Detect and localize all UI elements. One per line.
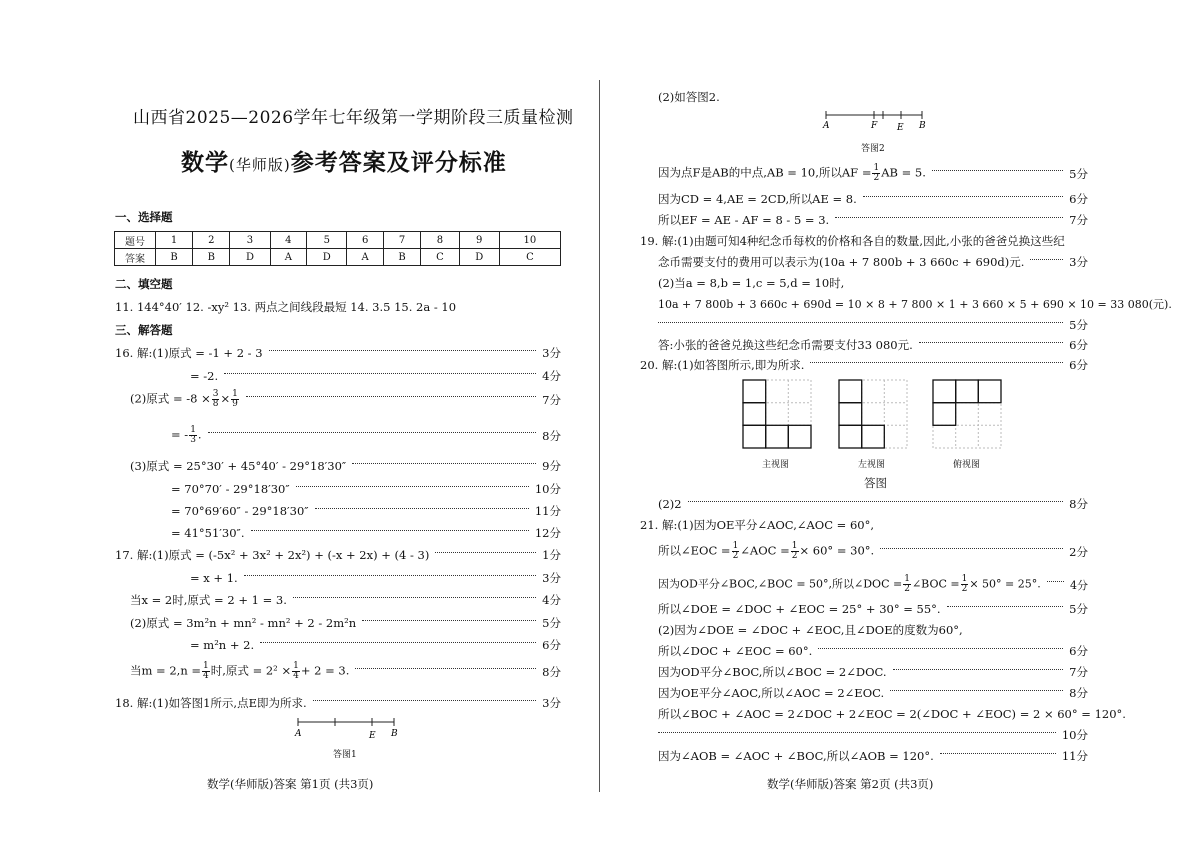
- line-text: 所以∠DOE = ∠DOC + ∠EOC = 25° + 30° = 55°.: [658, 602, 941, 616]
- leader-dots: [818, 648, 1063, 649]
- point-label-b: B: [919, 121, 926, 131]
- line-text: [171, 426, 202, 445]
- score-label: 4分: [1070, 578, 1088, 592]
- table-cell: 7: [383, 232, 420, 249]
- view-squares: [839, 380, 884, 448]
- q18-line: [658, 164, 1088, 183]
- leader-dots: [835, 217, 1063, 218]
- leader-dots: [244, 575, 536, 576]
- numerator: 1: [791, 541, 798, 551]
- leader-dots: [863, 196, 1063, 197]
- q19-line: [658, 254, 1088, 270]
- score-label: 4分: [542, 369, 561, 383]
- leader-dots: [890, 690, 1063, 691]
- numerator: 1: [293, 661, 299, 671]
- answer-page-1: [0, 0, 598, 849]
- front-view-figure: [742, 379, 812, 449]
- table-cell: 6: [347, 232, 384, 249]
- line-text: 所以∠DOC + ∠EOC = 60°.: [658, 644, 813, 658]
- fraction: [732, 542, 740, 561]
- line-text: [658, 542, 874, 561]
- expr-part: 所以∠EOC =: [658, 543, 731, 558]
- table-cell: 10: [499, 232, 560, 249]
- table-cell: B: [383, 249, 420, 266]
- q21-line: [658, 542, 1088, 561]
- leader-dots: [313, 700, 537, 701]
- q18-line: [658, 191, 1088, 207]
- table-cell: 1: [156, 232, 193, 249]
- line-text: (2)2: [658, 497, 682, 511]
- q18-line: [115, 695, 561, 711]
- expr-part: 时,原式 = 2² ×: [210, 663, 292, 678]
- leader-dots: [296, 486, 529, 487]
- segment-figure-1: [290, 714, 402, 744]
- table-cell: 5: [307, 232, 347, 249]
- leader-dots: [435, 552, 536, 553]
- leader-dots: [880, 548, 1063, 549]
- line-text: = 70°69′60″ - 29°18′30″: [171, 504, 309, 518]
- fraction: [202, 662, 210, 681]
- table-cell: 8: [421, 232, 460, 249]
- answer-title: [181, 144, 507, 177]
- fill-answers: 11. 144°40′ 12. -xy² 13. 两点之间线段最短 14. 3.5 15. 2a - 10: [115, 300, 457, 314]
- table-cell: D: [459, 249, 499, 266]
- table-cell: 9: [459, 232, 499, 249]
- line-text: (3)原式 = 25°30′ + 45°40′ - 29°18′30″: [130, 459, 347, 473]
- q21-line: [658, 575, 1088, 594]
- score-label: 8分: [1069, 497, 1088, 511]
- q21-line: [658, 664, 1088, 680]
- q18-line: [658, 212, 1088, 228]
- q16-line: [171, 503, 561, 519]
- table-cell: 4: [270, 232, 307, 249]
- leader-dots: [362, 620, 536, 621]
- score-label: 9分: [542, 459, 561, 473]
- q17-line: [190, 570, 561, 586]
- fraction: [189, 426, 197, 445]
- fraction: [791, 542, 799, 561]
- leader-dots: [947, 606, 1064, 607]
- q17-line: [130, 662, 561, 681]
- q19-line: [658, 317, 1088, 333]
- table-cell: D: [230, 249, 270, 266]
- score-label: 6分: [1069, 644, 1088, 658]
- page-footer: 数学(华师版)答案 第2页 (共3页): [767, 777, 934, 791]
- leader-dots: [269, 350, 537, 351]
- choice-answer-table: [114, 231, 561, 266]
- line-text: 因为CD = 4,AE = 2CD,所以AE = 8.: [658, 192, 857, 206]
- line-text: 因为∠AOB = ∠AOC + ∠BOC,所以∠AOB = 120°.: [658, 749, 934, 763]
- numerator: 1: [961, 574, 968, 584]
- denominator: 8: [212, 399, 219, 409]
- score-label: 6分: [1069, 358, 1088, 372]
- q16-line: [171, 426, 561, 445]
- leader-dots: [352, 463, 536, 464]
- fraction: [872, 164, 880, 183]
- q20-line: [658, 496, 1088, 512]
- leader-dots: [355, 668, 536, 669]
- numerator: 1: [873, 163, 880, 173]
- left-view-figure: [838, 379, 908, 449]
- score-label: 11分: [1061, 749, 1088, 763]
- leader-dots: [246, 396, 536, 397]
- expr-part: ×: [220, 391, 231, 406]
- page-divider: [599, 80, 600, 792]
- q16-line: [115, 345, 561, 361]
- leader-dots: [932, 170, 1063, 171]
- expr-part: × 60° = 30°.: [799, 543, 875, 558]
- point-label-f: F: [871, 121, 878, 131]
- score-label: 7分: [1069, 213, 1088, 227]
- line-text: 20. 解:(1)如答图所示,即为所求.: [640, 358, 805, 372]
- fraction: [212, 390, 220, 409]
- expr-part: 因为点F是AB的中点,AB = 10,所以AF =: [658, 165, 872, 180]
- q20-line: [640, 357, 1088, 373]
- expr-part: = -: [171, 427, 189, 442]
- leader-dots: [919, 342, 1063, 343]
- table-cell: 答案: [115, 249, 156, 266]
- expr-part: (2)原式 = -8 ×: [130, 391, 211, 406]
- leader-dots: [1030, 259, 1063, 260]
- line-text: = x + 1.: [190, 571, 238, 585]
- table-cell: 3: [230, 232, 270, 249]
- fraction: [961, 575, 969, 594]
- q21-line: [658, 748, 1088, 764]
- top-view-label: 俯视图: [953, 460, 981, 470]
- denominator: 4: [203, 671, 209, 681]
- leader-dots: [224, 373, 536, 374]
- score-label: 4分: [542, 593, 561, 607]
- title-part-math: 数学: [181, 149, 229, 176]
- score-label: 8分: [542, 664, 561, 679]
- score-label: 5分: [1069, 318, 1088, 332]
- q16-line: [171, 525, 561, 541]
- table-row-header: [115, 232, 561, 249]
- line-text: (2)原式 = 3m²n + mn² - mn² + 2 - 2m²n: [130, 616, 357, 630]
- numerator: 1: [732, 541, 739, 551]
- point-label-e: E: [897, 123, 904, 133]
- point-label-a: A: [295, 729, 302, 739]
- line-text: 所以EF = AE - AF = 8 - 5 = 3.: [658, 213, 830, 227]
- line-text: 因为OE平分∠AOC,所以∠AOC = 2∠EOC.: [658, 686, 885, 700]
- q21-line: [658, 685, 1088, 701]
- score-label: 6分: [542, 638, 561, 652]
- score-label: 7分: [1069, 665, 1088, 679]
- score-label: 5分: [542, 616, 561, 630]
- section-choice: 一、选择题: [115, 210, 173, 224]
- view-squares: [933, 380, 1001, 425]
- leader-dots: [251, 530, 529, 531]
- score-label: 7分: [542, 392, 561, 407]
- numerator: 1: [203, 661, 209, 671]
- q19-line: 10a + 7 800b + 3 660c + 690d = 10 × 8 + 7 800 × 1 + 3 660 × 5 + 690 × 10 = 33 080(元).: [658, 298, 1172, 311]
- denominator: 2: [873, 173, 880, 183]
- leader-dots: [293, 597, 536, 598]
- expr-part: ∠BOC =: [911, 577, 960, 591]
- score-label: 2分: [1069, 544, 1088, 559]
- fraction: [231, 390, 239, 409]
- denominator: 2: [904, 584, 910, 594]
- numerator: 1: [904, 574, 910, 584]
- line-text: [130, 390, 240, 409]
- table-cell: C: [421, 249, 460, 266]
- figure-caption-1: 答图1: [333, 750, 357, 760]
- fraction: [292, 662, 300, 681]
- denominator: 4: [293, 671, 299, 681]
- expr-part: ∠AOC =: [740, 543, 790, 558]
- grid-lines: [743, 380, 811, 448]
- figure-caption-2: 答图2: [861, 144, 885, 154]
- q21-line: [658, 601, 1088, 617]
- top-view-figure: [932, 379, 1002, 449]
- leader-dots: [658, 322, 1063, 323]
- numerator: 3: [212, 389, 219, 399]
- title-part-edition: (华师版): [229, 156, 291, 174]
- denominator: 2: [791, 551, 798, 561]
- leader-dots: [810, 362, 1063, 363]
- q16-line: [130, 458, 561, 474]
- title-part-answer: 参考答案及评分标准: [290, 149, 507, 176]
- denominator: 9: [232, 399, 238, 409]
- line-text: 16. 解:(1)原式 = -1 + 2 - 3: [115, 346, 263, 360]
- leader-dots: [940, 753, 1056, 754]
- table-cell: 题号: [115, 232, 156, 249]
- leader-dots: [1047, 581, 1064, 582]
- front-view-label: 主视图: [762, 460, 790, 470]
- denominator: 2: [961, 584, 968, 594]
- expr-part: 因为OD平分∠BOC,∠BOC = 50°,所以∠DOC =: [658, 577, 903, 591]
- score-label: 11分: [534, 504, 561, 518]
- page-footer: 数学(华师版)答案 第1页 (共3页): [207, 777, 374, 791]
- section-fill: 二、填空题: [115, 277, 173, 291]
- q17-line: [190, 637, 561, 653]
- table-cell: B: [156, 249, 193, 266]
- table-cell: D: [307, 249, 347, 266]
- score-label: 10分: [534, 482, 561, 496]
- score-label: 10分: [1061, 728, 1088, 742]
- leader-dots: [208, 432, 537, 433]
- q19-line: [658, 337, 1088, 353]
- line-text: [658, 575, 1041, 594]
- line-text: = -2.: [190, 369, 219, 383]
- denominator: 3: [190, 435, 196, 445]
- grid-lines: [933, 380, 1001, 448]
- leader-dots: [658, 732, 1056, 733]
- score-label: 8分: [542, 428, 561, 443]
- q21-line: [658, 727, 1088, 743]
- q17-line: [115, 547, 561, 563]
- score-label: 6分: [1069, 192, 1088, 206]
- line-text: 当x = 2时,原式 = 2 + 1 = 3.: [130, 593, 287, 607]
- left-view-label: 左视图: [858, 460, 886, 470]
- exam-title: 山西省2025—2026学年七年级第一学期阶段三质量检测: [133, 108, 574, 128]
- grid-lines: [839, 380, 907, 448]
- score-label: 12分: [534, 526, 561, 540]
- point-label-b: B: [391, 729, 398, 739]
- q17-line: [130, 592, 561, 608]
- line-text: = m²n + 2.: [190, 638, 255, 652]
- numerator: 1: [190, 425, 196, 435]
- leader-dots: [260, 642, 536, 643]
- table-cell: C: [499, 249, 560, 266]
- segment-figure-2: [818, 108, 930, 134]
- score-label: 3分: [542, 571, 561, 585]
- table-cell: B: [193, 249, 230, 266]
- expr-part: × 50° = 25°.: [969, 577, 1041, 591]
- q21-line: 所以∠BOC + ∠AOC = 2∠DOC + 2∠EOC = 2(∠DOC + ∠EOC) = 2 × 60° = 120°.: [658, 707, 1126, 721]
- table-cell: A: [347, 249, 384, 266]
- table-row-answers: [115, 249, 561, 266]
- line-text: 因为OD平分∠BOC,所以∠BOC = 2∠DOC.: [658, 665, 887, 679]
- leader-dots: [688, 501, 1064, 502]
- table-cell: 2: [193, 232, 230, 249]
- expr-part: .: [197, 427, 202, 442]
- leader-dots: [893, 669, 1064, 670]
- score-label: 5分: [1069, 166, 1088, 181]
- line-text: 念币需要支付的费用可以表示为(10a + 7 800b + 3 660c + 690d)元.: [658, 255, 1025, 269]
- line-text: [658, 164, 926, 183]
- expr-part: AB = 5.: [881, 165, 926, 180]
- q19-line: 19. 解:(1)由题可知4种纪念币每枚的价格和各自的数量,因此,小张的爸爸兑换这些纪: [640, 234, 1065, 248]
- numerator: 1: [232, 389, 238, 399]
- score-label: 8分: [1069, 686, 1088, 700]
- score-label: 6分: [1069, 338, 1088, 352]
- denominator: 2: [732, 551, 739, 561]
- q19-line: (2)当a = 8,b = 1,c = 5,d = 10时,: [658, 276, 845, 290]
- score-label: 3分: [542, 346, 561, 360]
- q21-line: 21. 解:(1)因为OE平分∠AOC,∠AOC = 60°,: [640, 518, 874, 532]
- section-solve: 三、解答题: [115, 323, 173, 337]
- line-text: [130, 662, 349, 681]
- leader-dots: [315, 508, 529, 509]
- line-text: 17. 解:(1)原式 = (-5x² + 3x² + 2x²) + (-x + 2x) + (4 - 3): [115, 548, 430, 562]
- q21-line: [658, 643, 1088, 659]
- q16-line: [190, 368, 561, 384]
- q21-line: (2)因为∠DOE = ∠DOC + ∠EOC,且∠DOE的度数为60°,: [658, 623, 963, 637]
- q18-part2-line: (2)如答图2.: [658, 90, 720, 104]
- line-text: = 41°51′30″.: [171, 526, 245, 540]
- fraction: [903, 575, 911, 594]
- view-squares: [743, 380, 811, 448]
- table-cell: A: [270, 249, 307, 266]
- point-label-e: E: [369, 731, 376, 741]
- expr-part: + 2 = 3.: [300, 663, 350, 678]
- figure-caption-3: 答图: [864, 476, 887, 490]
- expr-part: 当m = 2,n =: [130, 663, 202, 678]
- q17-line: [130, 615, 561, 631]
- score-label: 3分: [542, 696, 561, 710]
- score-label: 5分: [1069, 602, 1088, 616]
- answer-page-2: [602, 0, 1200, 849]
- q16-line: [130, 390, 561, 409]
- point-label-a: A: [823, 121, 830, 131]
- line-text: = 70°70′ - 29°18′30″: [171, 482, 290, 496]
- line-text: 答:小张的爸爸兑换这些纪念币需要支付33 080元.: [658, 338, 913, 352]
- score-label: 3分: [1069, 255, 1088, 269]
- line-text: 18. 解:(1)如答图1所示,点E即为所求.: [115, 696, 307, 710]
- score-label: 1分: [542, 548, 561, 562]
- q16-line: [171, 481, 561, 497]
